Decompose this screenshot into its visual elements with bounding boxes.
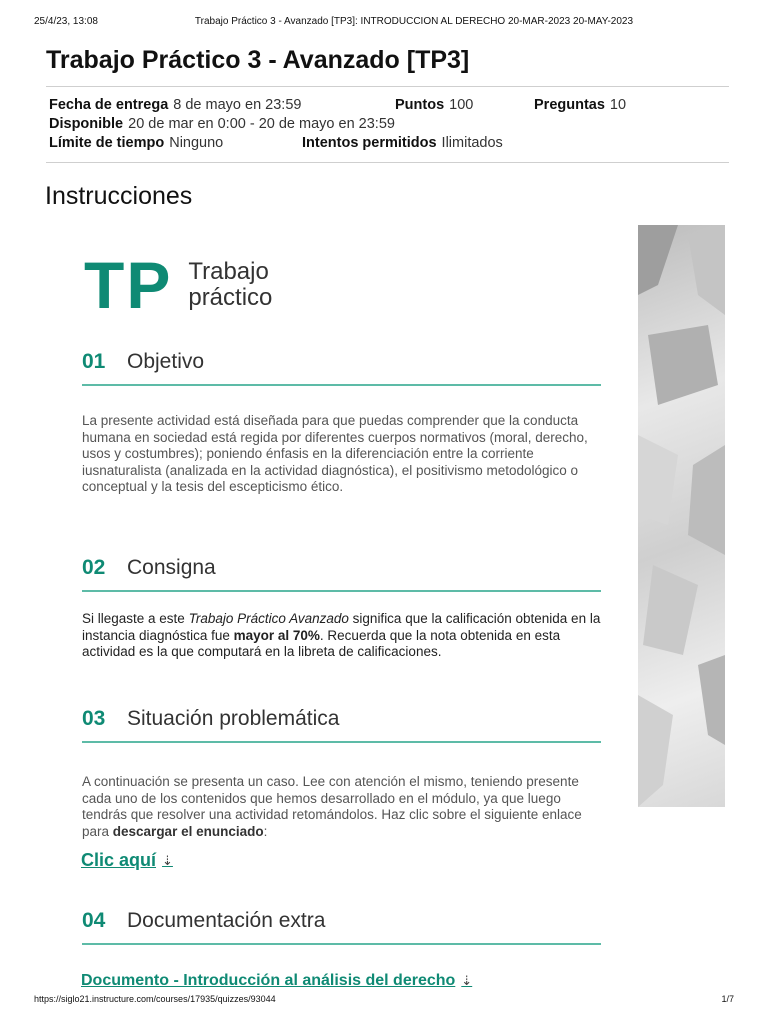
- section-title: Situación problemática: [127, 707, 340, 730]
- points: Puntos 100: [395, 97, 474, 113]
- page-title: Trabajo Práctico 3 - Avanzado [TP3]: [46, 46, 470, 74]
- available: Disponible 20 de mar en 0:00 - 20 de mayo en 23:59: [49, 116, 395, 132]
- tp-logo-letters: TP: [84, 248, 173, 322]
- print-title: Trabajo Práctico 3 - Avanzado [TP3]: INTRODUCCION AL DERECHO 20-MAR-2023 20-MAY-2023: [194, 16, 634, 27]
- architecture-pattern: [638, 225, 725, 807]
- objetivo-text: La presente actividad está diseñada para que puedas comprender que la conducta humana en sociedad está regida por diferentes cuerpos normativos (moral, derecho, usos y costumbres); poniendo énfasis en la diferenciación entre la corriente iusnaturalista (analizada en la actividad diagnóstica), el positivismo metodológico o conceptual y la tesis del escepticismo ético.: [82, 413, 588, 494]
- section-consigna: [82, 556, 601, 592]
- consigna-text: Si llegaste a este Trabajo Práctico Avanzado significa que la calificación obtenida en la instancia diagnóstica fue mayor al 70%. Recuerda que la nota obtenida en esta actividad es la que computará en la libreta de calificaciones.: [82, 611, 601, 659]
- instructions-heading: Instrucciones: [45, 182, 193, 210]
- architecture-photo: [638, 225, 725, 807]
- tp-logo: [84, 248, 273, 322]
- section-number: 03: [82, 707, 106, 730]
- situacion-text: A continuación se presenta un caso. Lee con atención el mismo, teniendo presente cada uno de los contenidos que hemos desarrollado en el módulo, ya que luego tendrás que resolver una actividad retomándolos. Haz clic sobre el siguiente enlace para descargar el enunciado:: [82, 774, 582, 839]
- time-limit: Límite de tiempo Ninguno: [49, 135, 224, 151]
- section-title: Documentación extra: [127, 909, 326, 932]
- page-url: https://siglo21.instructure.com/courses/17935/quizzes/93044: [34, 994, 276, 1004]
- section-documentacion: [82, 909, 601, 945]
- tp-logo-words: Trabajo práctico: [188, 258, 273, 311]
- section-title: Consigna: [127, 556, 216, 579]
- clic-aqui-link[interactable]: Clic aquí ⇣: [81, 850, 173, 870]
- section-title: Objetivo: [127, 350, 205, 373]
- download-icon: ⇣: [162, 852, 173, 868]
- questions: Preguntas 10: [534, 97, 627, 113]
- section-objetivo: [82, 350, 601, 386]
- download-icon: ⇣: [461, 973, 473, 988]
- section-situacion: [82, 707, 601, 743]
- print-footer: [34, 994, 734, 1004]
- print-header: [34, 16, 734, 27]
- allowed-attempts: Intentos permitidos Ilimitados: [302, 135, 503, 151]
- due-date: Fecha de entrega 8 de mayo en 23:59: [49, 97, 302, 113]
- quiz-details: [46, 86, 729, 163]
- page-number: 1/7: [721, 994, 734, 1004]
- section-number: 04: [82, 909, 106, 932]
- section-number: 02: [82, 556, 106, 579]
- documento-link[interactable]: Documento - Introducción al análisis del derecho ⇣: [81, 972, 473, 989]
- print-datetime: 25/4/23, 13:08: [34, 16, 98, 27]
- section-number: 01: [82, 350, 106, 373]
